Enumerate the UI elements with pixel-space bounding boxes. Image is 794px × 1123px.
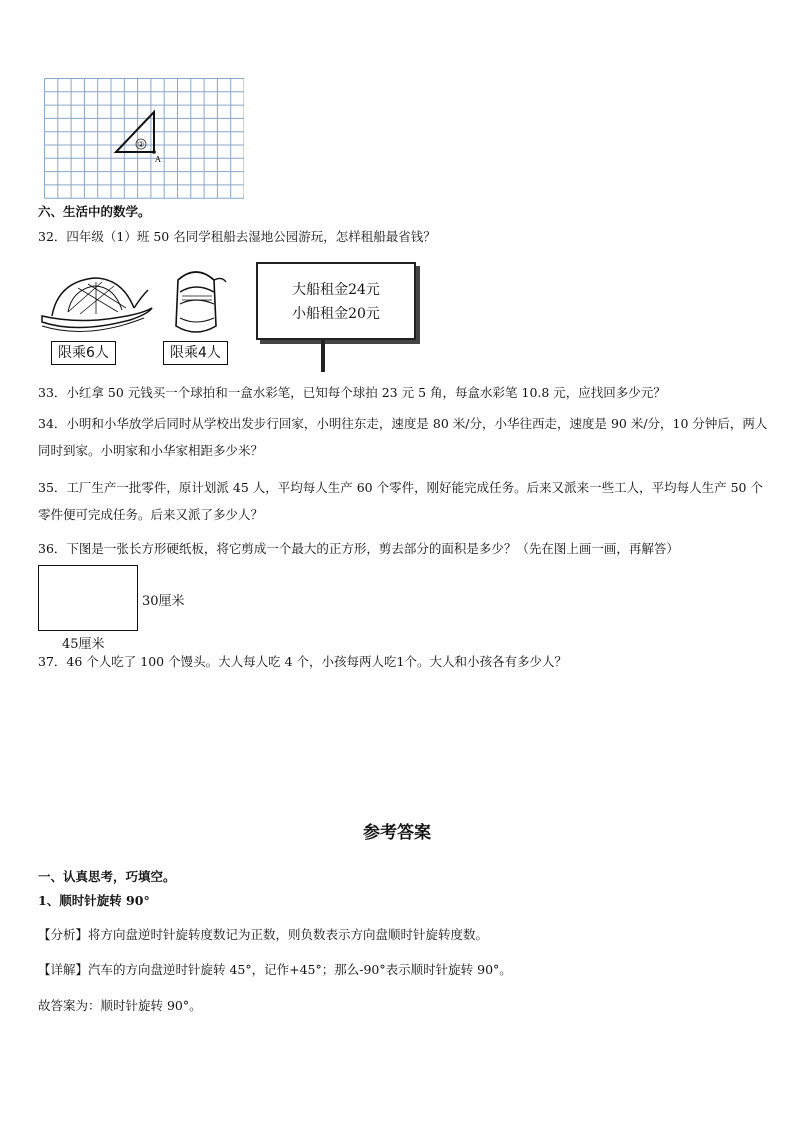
rect-height-label: 30厘米: [142, 594, 185, 609]
grid-figure: [44, 78, 244, 200]
answers-title: 参考答案: [363, 823, 431, 843]
question-34: 34．小明和小华放学后同时从学校出发步行回家，小明往东走，速度是 80 米/分，小华往西走，速度是 90 米/分，10 分钟后，两人同时到家。小明家和小华家相距多少米？: [38, 416, 768, 458]
rect-width-label: 45厘米: [62, 637, 105, 652]
answers-section1-title: 一、认真思考，巧填空。: [38, 869, 176, 884]
triangle-number-label: ②: [137, 140, 145, 149]
answer-1: 1、顺时针旋转 90°: [38, 893, 150, 908]
question-36: 36．下图是一张长方形硬纸板，将它剪成一个最大的正方形，剪去部分的面积是多少？（先在图上画一画，再解答）: [38, 541, 679, 556]
large-boat-price: 大船租金24元: [292, 282, 380, 298]
small-boat-capacity-label: 限乘4人: [163, 341, 228, 365]
small-boat-price: 小船租金20元: [292, 306, 380, 322]
question-33: 33．小红拿 50 元钱买一个球拍和一盒水彩笔，已知每个球拍 23 元 5 角，每盒水彩笔 10.8 元，应找回多少元？: [38, 385, 666, 400]
answer-1-analysis: 【分析】将方向盘逆时针旋转度数记为正数，则负数表示方向盘顺时针旋转度数。: [38, 927, 489, 942]
small-boat-illustration: [168, 266, 228, 338]
question-35: 35．工厂生产一批零件，原计划派 45 人，平均每人生产 60 个零件，刚好能完成任务。后来又派来一些工人，平均每人生产 50 个零件便可完成任务。后来又派了多少人？: [38, 480, 763, 522]
question-32: 32．四年级（1）班 50 名同学租船去湿地公园游玩，怎样租船最省钱？: [38, 229, 436, 244]
rental-price-sign: [256, 262, 416, 340]
point-a-label: A: [155, 155, 161, 164]
answer-1-final: 故答案为：顺时针旋转 90°。: [38, 998, 202, 1013]
large-boat-illustration: [38, 268, 156, 338]
answer-1-detail: 【详解】汽车的方向盘逆时针旋转 45°，记作+45°；那么-90°表示顺时针旋转 90°。: [38, 962, 512, 977]
sign-post: [321, 338, 325, 372]
cardboard-rectangle: [38, 565, 138, 631]
question-37: 37．46 个人吃了 100 个馒头。大人每人吃 4 个，小孩每两人吃1个。大人和小孩各有多少人？: [38, 654, 567, 669]
large-boat-capacity-label: 限乘6人: [51, 341, 116, 365]
point-a-marker: [152, 150, 156, 154]
section6-title: 六、生活中的数学。: [38, 204, 151, 219]
